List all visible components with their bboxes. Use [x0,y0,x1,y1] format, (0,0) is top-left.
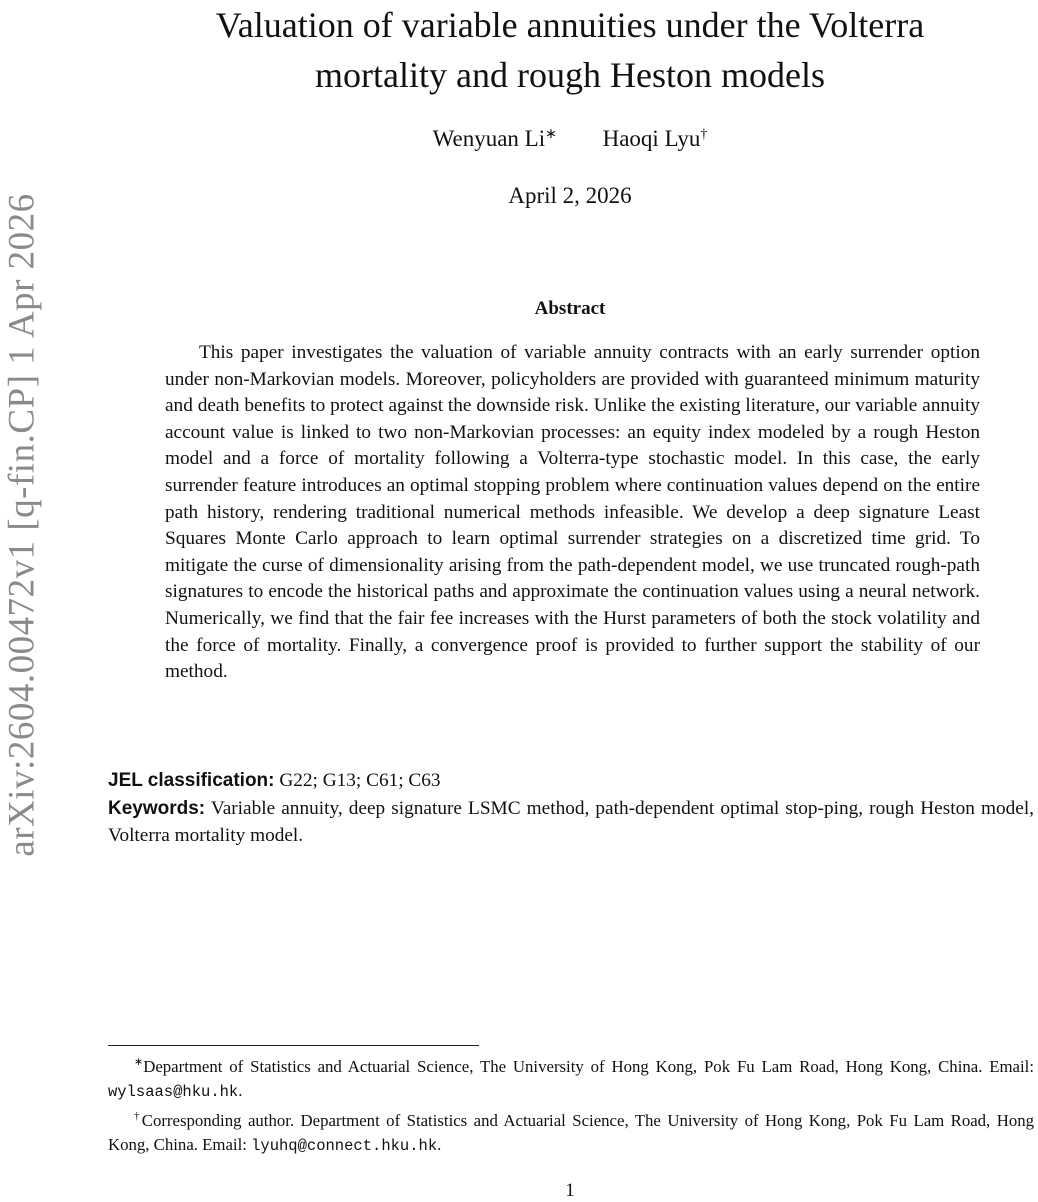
keywords-list: Variable annuity, deep signature LSMC method, path-dependent optimal stop-ping, rough Heston model, Volterra mortality model. [108,798,1034,846]
email-address: wylsaas@hku.hk [108,1083,239,1101]
author-footnote-mark: ∗ [545,127,557,142]
keywords [108,796,1034,849]
author-name: Haoqi Lyu [602,126,701,151]
abstract-heading: Abstract [534,298,606,319]
footnote-affiliation-lyu [108,1104,1034,1158]
footnote-text: Corresponding author. Department of Statistics and Actuarial Science, The University of Hong Kong, Pok Fu Lam Road, Hong Kong, China. Email: [108,1111,1034,1154]
title-line-1: Valuation of variable annuities under the Volterra [215,5,925,45]
footnote-divider [108,1045,479,1046]
jel-label: JEL classification: [108,770,275,791]
author-list [140,126,1000,152]
author-footnote-mark: † [700,127,708,142]
jel-codes: G22; G13; C61; C63 [279,770,441,791]
paper-title [140,0,1000,100]
author-haoqi-lyu [603,126,708,152]
footnote-end: . [238,1081,243,1100]
email-address: lyuhq@connect.hku.hk [251,1137,438,1155]
publication-date: April 2, 2026 [508,183,632,208]
footnote-end: . [437,1135,442,1154]
jel-classification [108,768,1034,795]
footnote-mark: ∗ [134,1056,144,1068]
footnote-affiliation-li [108,1050,1034,1104]
abstract-text: This paper investigates the valuation of variable annuity contracts with an early surrender option under non-Markovian models. Moreover, policyholders are provided with guaranteed minimum maturity and death benefits to protect against the downside risk. Unlike the existing literature, our variable annuity account value is linked to two non-Markovian processes: an equity index modeled by a rough Heston model and a force of mortality following a Volterra-type stochastic model. In this case, the early surrender feature introduces an optimal stopping problem where continuation values depend on the entire path history, rendering traditional numerical methods infeasible. We develop a deep signature Least Squares Monte Carlo approach to learn optimal surrender strategies on a discretized time grid. To mitigate the curse of dimensionality arising from the path-dependent model, we use truncated rough-path signatures to encode the historical paths and approximate the continuation values using a neural network. Numerically, we find that the fair fee increases with the Hurst parameters of both the stock volatility and the force of mortality. Finally, a convergence proof is provided to further support the stability of our method. [165,342,980,683]
footnotes [108,1050,1034,1158]
arxiv-identifier-text: arXiv:2604.00472v1 [q-fin.CP] 1 Apr 2026 [1,193,43,857]
author-wenyuan-li [433,126,557,152]
keywords-label: Keywords: [108,798,206,819]
footnote-text: Department of Statistics and Actuarial Science, The University of Hong Kong, Pok Fu Lam Road, Hong Kong, China. Email: [143,1057,1034,1076]
author-name: Wenyuan Li [432,126,546,151]
arxiv-identifier-stamp [0,160,44,890]
title-line-2: mortality and rough Heston models [315,55,825,95]
footnote-mark: † [134,1110,142,1122]
page-number: 1 [565,1180,575,1201]
